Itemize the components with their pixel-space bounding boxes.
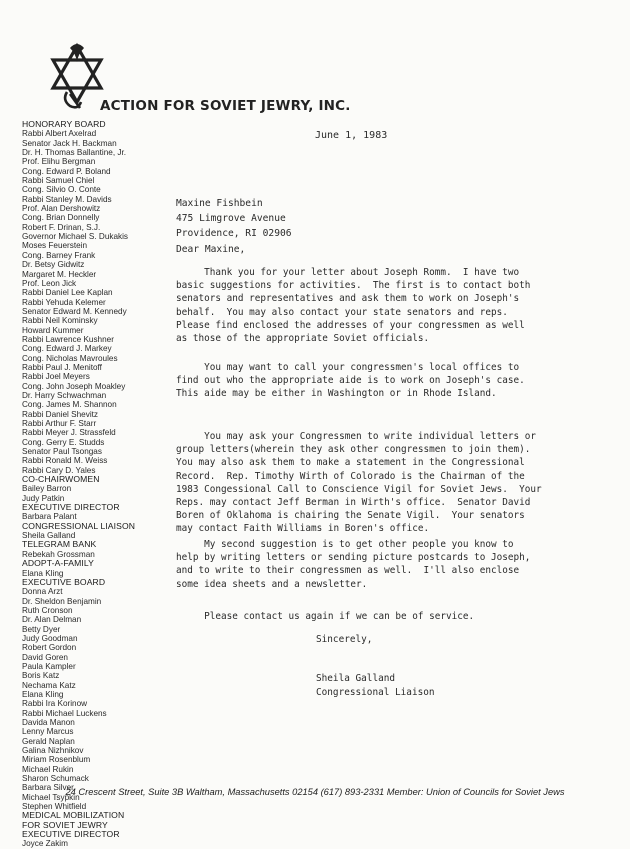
sidebar-name: Galina Nizhnikov xyxy=(22,746,84,756)
sidebar-heading: MEDICAL MOBILIZATION xyxy=(22,810,125,821)
sidebar-name: Cong. Nicholas Mavroules xyxy=(22,353,118,363)
sidebar-name: Rabbi Ira Korinow xyxy=(22,699,88,709)
sidebar-name: Cong. Edward J. Markey xyxy=(22,344,112,354)
signer-name: Sheila Galland xyxy=(316,673,396,684)
sidebar-name: Paula Kampler xyxy=(22,661,76,671)
sidebar-name: Dr. H. Thomas Ballantine, Jr. xyxy=(22,148,127,158)
sidebar-name: Sharon Schumack xyxy=(22,774,89,784)
salutation: Dear Maxine, xyxy=(176,244,246,255)
sidebar-name: Elana Kling xyxy=(22,568,64,578)
sidebar-heading: EXECUTIVE DIRECTOR xyxy=(22,502,120,513)
sidebar-name: Rabbi Arthur F. Starr xyxy=(22,419,97,428)
sidebar-name: Prof. Elihu Bergman xyxy=(22,157,96,167)
address-line: Maxine Fishbein xyxy=(176,198,263,209)
paragraph-1: Thank you for your letter about Joseph Romm. I have two basic suggestions for activities. The first is to contact both senators and representatives and ask them to work on Joseph's behalf. You may also contact your state senators and reps. Please find enclosed the addresses of your congressmen as well as those of the appropriate Soviet officials. xyxy=(176,267,531,345)
sidebar-heading: EXECUTIVE DIRECTOR xyxy=(22,829,120,840)
paragraph-5: Please contact us again if we can be of service. xyxy=(176,611,475,622)
sidebar-name: Rabbi Daniel Shevitz xyxy=(22,409,99,419)
sidebar-name: Rabbi Albert Axelrad xyxy=(22,129,97,139)
sidebar-name: Rabbi Ronald M. Weiss xyxy=(22,456,108,466)
sidebar-name: Michael Rukin xyxy=(22,764,74,774)
sidebar-name: David Goren xyxy=(22,652,68,662)
sidebar-name: Cong. James M. Shannon xyxy=(22,400,117,410)
sidebar-name: Ruth Cronson xyxy=(22,605,73,615)
sidebar-name: Barbara Silver xyxy=(22,783,74,793)
sidebar-name: Margaret M. Heckler xyxy=(22,269,97,279)
sidebar-name: Boris Katz xyxy=(22,671,60,681)
sidebar-name: Judy Goodman xyxy=(22,633,78,643)
sidebar-name: Rabbi Daniel Lee Kaplan xyxy=(22,288,113,298)
sidebar-name: Betty Dyer xyxy=(22,624,61,634)
sidebar-name: Nechama Katz xyxy=(22,680,76,690)
sidebar-name: Bailey Barron xyxy=(22,484,72,494)
sidebar-name: Gerald Naplan xyxy=(22,736,75,746)
sidebar-name: Rabbi Neil Kominsky xyxy=(22,316,98,326)
sidebar-name: Moses Feuerstein xyxy=(22,241,88,251)
address-line: 475 Limgrove Avenue xyxy=(176,213,286,224)
sidebar-name: Rabbi Joel Meyers xyxy=(22,372,90,382)
sidebar-name: Senator Edward M. Kennedy xyxy=(22,306,127,316)
sidebar-heading: CO-CHAIRWOMEN xyxy=(22,474,100,485)
sidebar-heading: EXECUTIVE BOARD xyxy=(22,576,106,587)
address-line: Providence, RI 02906 xyxy=(176,228,292,239)
sidebar-heading: CONGRESSIONAL LIAISON xyxy=(22,520,136,531)
sidebar-heading: HONORARY BOARD xyxy=(22,119,106,129)
sidebar-heading: ADOPT-A-FAMILY xyxy=(22,558,94,569)
sidebar-name: Sheila Galland xyxy=(22,531,76,541)
sidebar-name: Joyce Zakim xyxy=(22,839,68,849)
sidebar-name: Rabbi Stanley M. Davids xyxy=(22,194,112,204)
sidebar-name: Cong. Silvio O. Conte xyxy=(22,185,101,195)
signer-block xyxy=(316,672,435,700)
sidebar-name: Dr. Harry Schwachman xyxy=(22,390,107,400)
sidebar-name: Donna Arzt xyxy=(22,587,63,597)
sidebar-name: Lenny Marcus xyxy=(22,727,74,737)
sidebar-name: Dr. Alan Delman xyxy=(22,615,82,625)
sidebar-name: Barbara Palant xyxy=(22,512,77,522)
sidebar-name: Cong. John Joseph Moakley xyxy=(22,381,126,391)
sidebar-heading: TELEGRAM BANK xyxy=(22,539,97,550)
sidebar-name: Cong. Brian Donnelly xyxy=(22,213,100,223)
sidebar-name: Davida Manon xyxy=(22,718,75,727)
sidebar-name: Judy Patkin xyxy=(22,493,65,503)
sidebar-heading: FOR SOVIET JEWRY xyxy=(22,819,108,830)
sidebar-name: Rabbi Yehuda Kelemer xyxy=(22,297,106,307)
sidebar-name: Miriam Rosenblum xyxy=(22,755,91,765)
sidebar-name: Rabbi Meyer J. Strassfeld xyxy=(22,428,116,438)
closing: Sincerely, xyxy=(316,634,373,645)
sidebar-name: Dr. Betsy Gidwitz xyxy=(22,260,85,270)
sidebar-name: Dr. Sheldon Benjamin xyxy=(22,596,102,606)
sidebar-name: Howard Kummer xyxy=(22,325,84,335)
sidebar-name: Cong. Edward P. Boland xyxy=(22,166,111,176)
sidebar-name: Governor Michael S. Dukakis xyxy=(22,232,129,242)
sidebar-name: Michael Tsypkin xyxy=(22,792,80,802)
sidebar-name: Cong. Gerry E. Studds xyxy=(22,437,105,447)
letter-date: June 1, 1983 xyxy=(315,130,388,141)
sidebar-name: Senator Paul Tsongas xyxy=(22,447,102,457)
sidebar-name: Cong. Barney Frank xyxy=(22,250,96,260)
paragraph-4: My second suggestion is to get other people you know to help by writing letters or sending picture postcards to Joseph, and to write to their congressmen as well. I'll also enclose some idea sheets and a newsletter. xyxy=(176,539,531,590)
sidebar-name: Rabbi Michael Luckens xyxy=(22,708,107,718)
sidebar-name: Rabbi Paul J. Menitoff xyxy=(22,362,102,372)
signer-title: Congressional Liaison xyxy=(316,687,435,698)
sidebar-name: Rabbi Lawrence Kushner xyxy=(22,334,114,344)
paragraph-2: You may want to call your congressmen's local offices to find out who the appropriate aide is to work on Joseph's case. This aide may be either in Washington or in Rhode Island. xyxy=(176,362,525,400)
sidebar-name: Robert F. Drinan, S.J. xyxy=(22,222,101,232)
sidebar-name: Rabbi Cary D. Yales xyxy=(22,465,96,475)
sidebar-name: Elana Kling xyxy=(22,689,64,699)
paragraph-3: You may ask your Congressmen to write individual letters or group letters(wherein they ask other congressmen to join them). You may also ask them to make a statement in the Congressional Record. Rep. Timothy Wirth of Colorado is the Chairman of the 1983 Congessional Call to Conscience Vigil for Soviet Jews. Your Reps. may contact Jeff Berman in Wirth's office. Senator David Boren of Oklahoma is chairing the Senate Vigil. Your senators may contact Faith Williams in Boren's office. xyxy=(176,431,542,535)
star-of-david-logo-icon xyxy=(48,42,106,112)
sidebar-name: Stephen Whitfield xyxy=(22,802,87,812)
sidebar-name: Rabbi Samuel Chiel xyxy=(22,176,95,186)
sidebar-name: Rebekah Grossman xyxy=(22,549,95,559)
sidebar-name: Prof. Leon Jick xyxy=(22,278,77,288)
recipient-address xyxy=(176,196,292,241)
board-sidebar xyxy=(22,120,140,849)
sidebar-name: Prof. Alan Dershowitz xyxy=(22,204,101,214)
sidebar-name: Robert Gordon xyxy=(22,643,77,653)
letterhead-footer: 24 Crescent Street, Suite 3B Waltham, Massachusetts 02154 (617) 893-2331 Member: Union of Councils for Soviet Jews xyxy=(65,787,565,797)
sidebar-name: Senator Jack H. Backman xyxy=(22,138,117,148)
org-name: ACTION FOR SOVIET JEWRY, INC. xyxy=(100,98,351,114)
